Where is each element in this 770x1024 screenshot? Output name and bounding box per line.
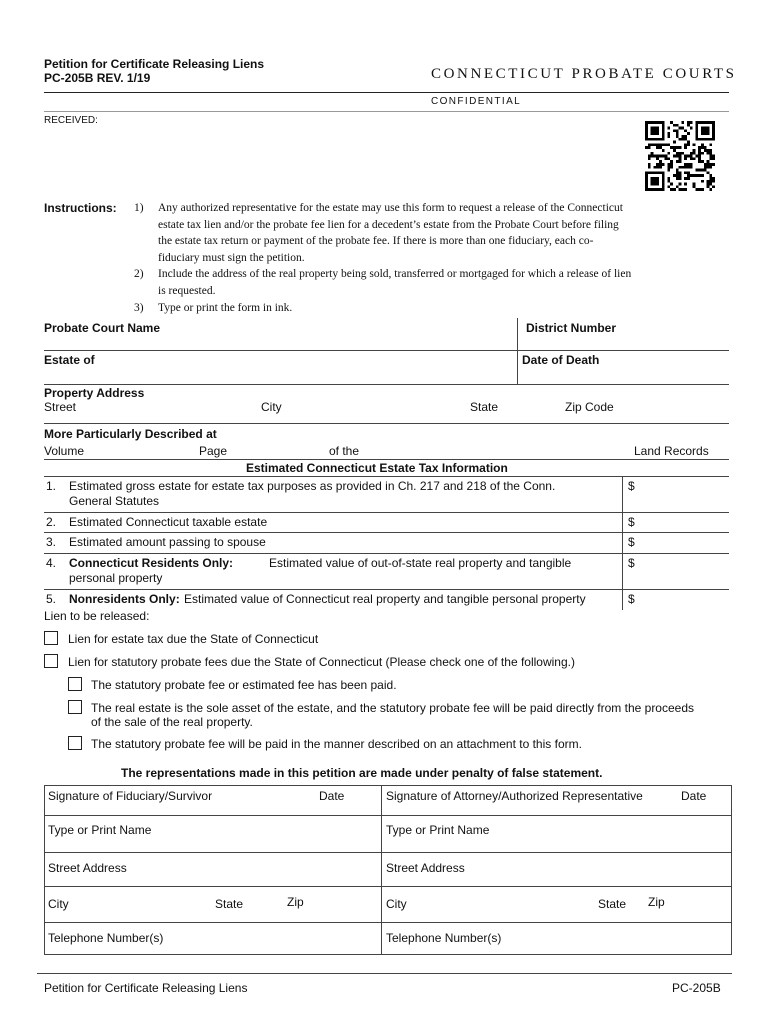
attorney-zip-field[interactable]: Zip xyxy=(648,895,665,909)
fiduciary-state-field[interactable]: State xyxy=(215,897,244,911)
tax-amount-field[interactable]: $ xyxy=(628,556,635,570)
property-address-label: Property Address xyxy=(44,386,145,400)
instruction-line: Type or print the form in ink. xyxy=(158,301,293,314)
instruction-line: Any authorized representative for the estate may use this form to request a release of the Connecticut xyxy=(158,202,623,214)
attorney-street-field[interactable]: Street Address xyxy=(386,861,465,875)
instruction-line: estate tax lien and/or the probate fee lien for a decedent’s estate from the Probate Court before filing xyxy=(158,218,619,231)
row-rule xyxy=(44,886,732,887)
fiduciary-zip-field[interactable]: Zip xyxy=(287,895,304,909)
land-records-label: Land Records xyxy=(634,444,709,458)
tax-row-qualifier: Connecticut Residents Only: xyxy=(69,556,234,570)
lien-label: Lien to be released: xyxy=(44,609,150,623)
tax-row-text: Estimated gross estate for estate tax purposes as provided in Ch. 217 and 218 of the Conn. xyxy=(69,479,556,493)
tax-amount-field[interactable]: $ xyxy=(628,592,635,606)
attorney-name-field[interactable]: Type or Print Name xyxy=(386,823,490,837)
attorney-city-field[interactable]: City xyxy=(386,897,407,911)
of-the-label: of the xyxy=(329,444,360,458)
instruction-number: 2) xyxy=(134,268,144,281)
tax-row-text: Estimated amount passing to spouse xyxy=(69,535,266,549)
page-label: Page xyxy=(199,444,228,458)
street-label: Street xyxy=(44,400,77,414)
tax-row-number: 3. xyxy=(46,535,57,549)
fiduciary-street-field[interactable]: Street Address xyxy=(48,861,127,875)
lien-option-label: Lien for estate tax due the State of Connecticut xyxy=(68,632,319,646)
row-rule xyxy=(44,589,729,590)
instruction-line: fiduciary must sign the petition. xyxy=(158,251,305,264)
row-rule xyxy=(44,852,732,853)
tax-amount-field[interactable]: $ xyxy=(628,479,635,493)
estate-of-label: Estate of xyxy=(44,353,95,367)
header-rule-2 xyxy=(44,111,729,112)
probate-fee-option-label: The real estate is the sole asset of the estate, and the statutory probate fee will be paid directly from the proceeds xyxy=(91,701,695,715)
zip-code-label: Zip Code xyxy=(565,400,614,414)
tax-row-text: personal property xyxy=(69,571,163,585)
city-label: City xyxy=(261,400,282,414)
row-rule xyxy=(44,350,729,351)
row-rule xyxy=(44,815,732,816)
tax-row-number: 4. xyxy=(46,556,57,570)
tax-row-text: Estimated value of Connecticut real property and tangible personal property xyxy=(184,592,586,606)
probate-fee-option-label: The statutory probate fee or estimated fee has been paid. xyxy=(91,678,397,692)
tax-row-number: 5. xyxy=(46,592,57,606)
instruction-number: 1) xyxy=(134,202,144,214)
attorney-state-field[interactable]: State xyxy=(598,897,627,911)
row-rule xyxy=(44,532,729,533)
qr-code xyxy=(645,120,715,192)
tax-row-number: 1. xyxy=(46,479,57,493)
attorney-date-field[interactable]: Date xyxy=(681,789,707,803)
tax-row-text: Estimated Connecticut taxable estate xyxy=(69,515,268,529)
row-rule xyxy=(44,512,729,513)
tax-row-qualifier: Nonresidents Only: xyxy=(69,592,180,606)
probate-court-name-label: Probate Court Name xyxy=(44,321,161,335)
row-rule xyxy=(44,423,729,424)
footer-rule xyxy=(37,973,732,974)
row-rule xyxy=(44,922,732,923)
probate-fee-option-label: The statutory probate fee will be paid in the manner described on an attachment to this form. xyxy=(91,737,582,751)
fiduciary-city-field[interactable]: City xyxy=(48,897,69,911)
fiduciary-name-field[interactable]: Type or Print Name xyxy=(48,823,152,837)
row-rule xyxy=(44,553,729,554)
volume-label: Volume xyxy=(44,444,85,458)
tax-amount-field[interactable]: $ xyxy=(628,515,635,529)
row-rule xyxy=(44,384,729,385)
header-rule xyxy=(44,92,729,93)
court-name: CONNECTICUT PROBATE COURTS xyxy=(431,66,737,82)
confidential-label: CONFIDENTIAL xyxy=(431,96,522,107)
signature-divider xyxy=(381,785,382,955)
more-described-label: More Particularly Described at xyxy=(44,427,217,441)
tax-row-text: Estimated value of out-of-state real property and tangible xyxy=(269,556,572,570)
field-divider xyxy=(517,318,518,384)
tax-info-heading: Estimated Connecticut Estate Tax Information xyxy=(246,461,508,475)
fiduciary-phone-field[interactable]: Telephone Number(s) xyxy=(48,931,164,945)
instruction-number: 3) xyxy=(134,301,144,314)
instruction-line: is requested. xyxy=(158,285,216,297)
probate-fee-checkbox[interactable] xyxy=(68,700,82,714)
row-rule xyxy=(44,476,729,477)
probate-fee-option-label: of the sale of the real property. xyxy=(91,715,253,729)
lien-checkbox[interactable] xyxy=(44,631,58,645)
tax-row-text: General Statutes xyxy=(69,494,160,508)
fiduciary-date-field[interactable]: Date xyxy=(319,789,345,803)
penalty-statement: The representations made in this petition are made under penalty of false statement. xyxy=(121,766,603,780)
probate-fee-checkbox[interactable] xyxy=(68,736,82,750)
probate-fee-checkbox[interactable] xyxy=(68,677,82,691)
form-title: Petition for Certificate Releasing Liens xyxy=(44,57,265,71)
footer-title: Petition for Certificate Releasing Liens xyxy=(44,981,248,995)
district-number-label: District Number xyxy=(526,321,617,335)
tax-amount-field[interactable]: $ xyxy=(628,535,635,549)
state-label: State xyxy=(470,400,499,414)
received-label: RECEIVED: xyxy=(44,115,98,126)
footer-form-number: PC-205B xyxy=(672,981,721,995)
attorney-signature-field[interactable]: Signature of Attorney/Authorized Representative xyxy=(386,789,643,803)
date-of-death-label: Date of Death xyxy=(522,353,600,367)
row-rule xyxy=(44,459,729,460)
instruction-line: Include the address of the real property being sold, transferred or mortgaged for which a release of lien xyxy=(158,268,632,281)
lien-option-label: Lien for statutory probate fees due the State of Connecticut (Please check one of the following.) xyxy=(68,655,575,669)
attorney-phone-field[interactable]: Telephone Number(s) xyxy=(386,931,502,945)
form-revision: PC-205B REV. 1/19 xyxy=(44,71,151,85)
instruction-line: the estate tax return or payment of the probate fee. If there is more than one fiduciary, each co- xyxy=(158,235,594,248)
tax-row-number: 2. xyxy=(46,515,57,529)
instructions-label: Instructions: xyxy=(44,201,117,215)
fiduciary-signature-field[interactable]: Signature of Fiduciary/Survivor xyxy=(48,789,213,803)
lien-checkbox[interactable] xyxy=(44,654,58,668)
